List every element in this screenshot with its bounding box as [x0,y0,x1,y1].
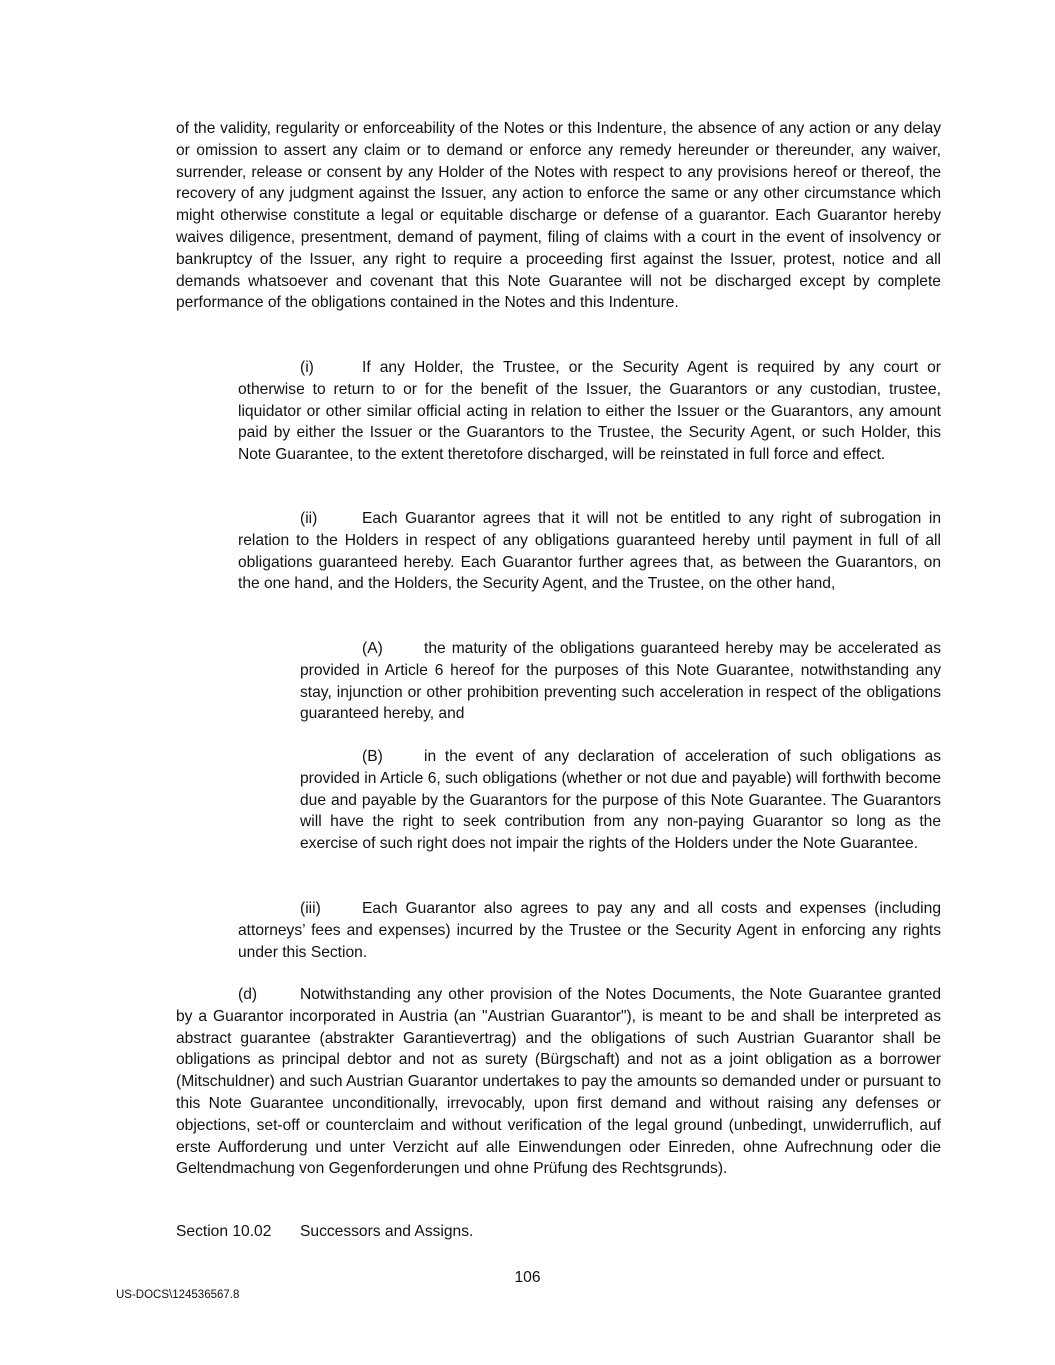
clause-A [300,638,941,725]
clause-A-text: the maturity of the obligations guaranteed hereby may be accelerated as provided in Article 6 hereof for the purposes of this Note Guarantee, notwithstanding any stay, injunction or other prohibition preventing such acceleration in respect of the obligations guaranteed hereby, and [300,640,941,723]
clause-ii-text: Each Guarantor agrees that it will not be entitled to any right of subrogation in relation to the Holders in respect of any obligations guaranteed hereby until payment in full of all obligations guaranteed hereby. Each Guarantor further agrees that, as between the Guarantors, on the one hand, and the Holders, the Security Agent, and the Trustee, on the other hand, [238,510,941,593]
clause-i-text: If any Holder, the Trustee, or the Security Agent is required by any court or otherwise to return to or for the benefit of the Issuer, the Guarantors or any custodian, trustee, liquidator or other similar official acting in relation to either the Issuer or the Guarantors, any amount paid by either the Issuer or the Guarantors to the Trustee, the Security Agent, or such Holder, this Note Guarantee, to the extent theretofore discharged, will be reinstated in full force and effect. [238,359,941,464]
clause-B [300,746,941,855]
paragraph-intro: of the validity, regularity or enforceability of the Notes or this Indenture, the absence of any action or any delay or omission to assert any claim or to demand or enforce any remedy hereunder or thereunder, any waiver, surrender, release or consent by any Holder of the Notes with respect to any provisions hereof or thereof, the recovery of any judgment against the Issuer, any action to enforce the same or any other circumstance which might otherwise constitute a legal or equitable discharge or defense of a guarantor. Each Guarantor hereby waives diligence, presentment, demand of payment, filing of claims with a court in the event of insolvency or bankruptcy of the Issuer, any right to require a proceeding first against the Issuer, protest, notice and all demands whatsoever and covenant that this Note Guarantee will not be discharged except by complete performance of the obligations contained in the Notes and this Indenture. [176,120,941,312]
clause-i [238,357,941,466]
clause-ii-label: (ii) [300,510,318,527]
section-heading [176,1221,473,1243]
clause-B-label: (B) [362,748,383,765]
clause-iii-label: (iii) [300,900,321,917]
clause-d-label: (d) [238,986,258,1003]
clause-d-text: Notwithstanding any other provision of the Notes Documents, the Note Guarantee granted by a Guarantor incorporated in Austria (an "Austrian Guarantor"), is meant to be and shall be interpreted as abstract guarantee (abstrakter Garantievertrag) and the obligations of such Austrian Guarantor shall be obligations as principal debtor and not as surety (Bürgschaft) and not as a joint obligation as a borrower (Mitschuldner) and such Austrian Guarantor undertakes to pay the amounts so demanded under or pursuant to this Note Guarantee unconditionally, irrevocably, upon first demand and without raising any defenses or objections, set-off or counterclaim and without verification of the legal ground (unbedingt, unwiderruflich, auf erste Aufforderung und unter Verzicht auf alle Einwendungen oder Einreden, ohne Aufrechnung oder die Geltendmachung von Gegenforderungen und ohne Prüfung des Rechtsgrunds). [176,986,941,1178]
clause-d [176,984,941,1180]
section-number: Section 10.02 [176,1223,272,1240]
clause-B-text: in the event of any declaration of acceleration of such obligations as provided in Article 6, such obligations (whether or not due and payable) will forthwith become due and payable by the Guarantors for the purpose of this Note Guarantee. The Guarantors will have the right to seek contribution from any non-paying Guarantor so long as the exercise of such right does not impair the rights of the Holders under the Note Guarantee. [300,748,941,853]
clause-A-label: (A) [362,640,383,657]
section-title: Successors and Assigns. [300,1223,474,1240]
clause-ii [238,508,941,595]
document-id: US-DOCS\124536567.8 [116,1289,240,1301]
clause-iii-text: Each Guarantor also agrees to pay any and all costs and expenses (including attorneys’ fees and expenses) incurred by the Trustee or the Security Agent in enforcing any rights under this Section. [238,900,941,961]
clause-iii [238,898,941,963]
page-number: 106 [514,1269,541,1286]
clause-i-label: (i) [300,359,314,376]
